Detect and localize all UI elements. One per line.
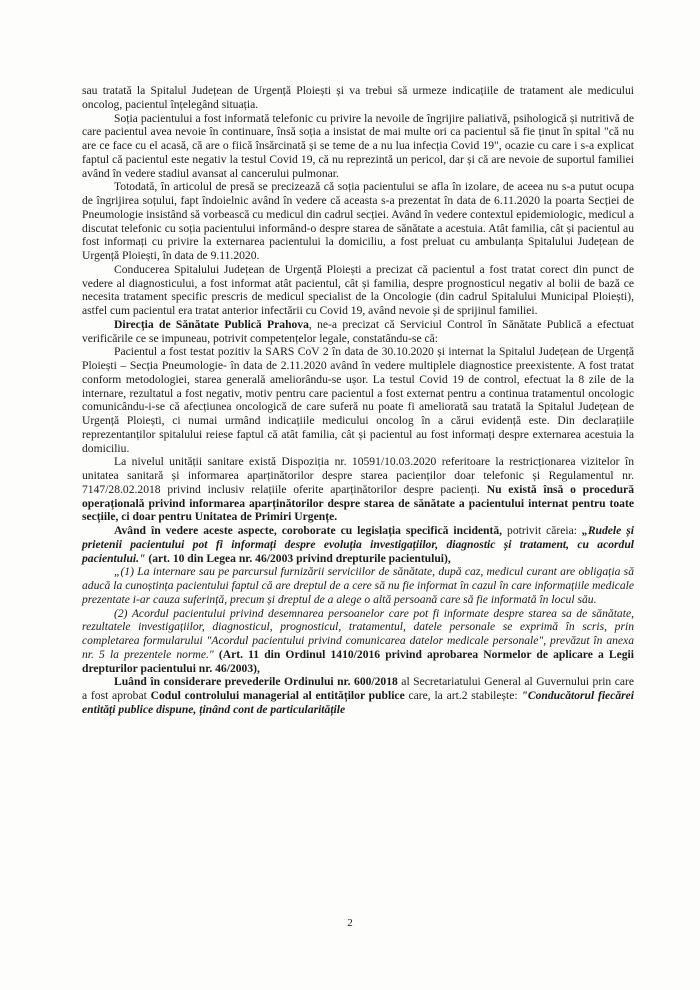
paragraph-10-italic: (2) Acordul pacientului privind desemnarea persoanelor care pot fi informate despre starea sa de sănătate, rezultatele investigațiilor, diagnosticul, prognosticul, tratamentul, datele personale se exprimă în scris, prin completarea formularului "Acordul pacientului privind comunicarea datelor medicale personale", prevăzut în anexa nr. 5 la prezentele norme." bbox=[82, 606, 634, 661]
paragraph-6: Pacientul a fost testat pozitiv la SARS CoV 2 în data de 30.10.2020 și internat la Spitalul Județean de Urgență Ploiești – Secția Pneumologie- în data de 2.11.2020 având în vedere multiplele diagnostice preexistente. A fost tratat conform metodologiei, starea generală ameliorându-se ușor. La testul Covid 19 de control, efectuat la 8 zile de la internare, rezultatul a fost negativ, motiv pentru care pacientul a fost externat pentru a continua tratamentul oncologic comunicându-i-se că afecțiunea oncologică de care suferă nu poate fi ameliorată sau tratată la Spitalul Județean de Urgență Ploiești, ci numai urmând indicațiile medicului oncolog în a cărui evidență este. Din declarațiile reprezentanților spitalului reiese faptul că atât familia, cât și pacientul au fost informați despre externarea acestuia la domiciliu. bbox=[82, 345, 634, 455]
paragraph-4: Conducerea Spitalului Județean de Urgență Ploiești a precizat că pacientul a fost tratat corect din punct de vedere al diagnosticului, a fost informat atât pacientul, cât și familia, despre prognosticul negativ al bolii de bază ce necesita tratament specific prescris de medicul specialist de la Oncologie (din cadrul Spitalului Municipal Ploiești), astfel cum pacientul era tratat anterior infectării cu Covid 19, având nevoie și de sprijinul familiei. bbox=[82, 262, 634, 317]
paragraph-11 bbox=[82, 675, 634, 716]
law-citation-art11: (Art. 11 din Ordinul 1410/2016 privind aprobarea Normelor de aplicare a Legii drepturilor pacientului nr. 46/2003), bbox=[82, 647, 634, 675]
paragraph-11-text-1: al Secretariatului General al Guvernului prin care a fost aprobat bbox=[82, 675, 634, 702]
paragraph-8-mid: potrivit căreia: bbox=[502, 524, 583, 537]
paragraph-11-bold-2: Codul controlului managerial al entităților publice bbox=[150, 689, 405, 702]
paragraph-5-text: , ne-a precizat că Serviciul Control în Sănătate Publică a efectuat verificările ce se impuneau, potrivit competențelor legale, constatându-se că: bbox=[82, 317, 634, 345]
paragraph-1: sau tratată la Spitalul Județean de Urgență Ploiești și va trebui să urmeze indicațiile de tratament ale medicului oncolog, pacientul înțelegând situația. bbox=[82, 84, 634, 111]
law-quote-art10: „Rudele și prietenii pacientului pot fi informați despre evoluția investigațiilor, diagnostic și tratament, cu acordul pacientului." bbox=[82, 524, 635, 565]
paragraph-2: Soția pacientului a fost informată telefonic cu privire la nevoile de îngrijire paliativă, psihologică și nutritivă de care pacientul avea nevoie în continuare, însă soția a insistat de mai multe ori ca pacientul să fie ținut în spital "că nu are ce face cu el acasă, că are o fiică însărcinată și se teme de a nu lua infecția Covid 19", ocazie cu care i s-a explicat faptul că pacientul este negativ la testul Covid 19, că nu reprezintă un pericol, dar și că are nevoie de suportul familiei având în vedere stadiul avansat al cancerului pulmonar. bbox=[82, 111, 634, 180]
paragraph-7-text: La nivelul unității sanitare există Dispoziția nr. 10591/10.03.2020 referitoare la restricționarea vizitelor în unitatea sanitară și informarea aparținătorilor despre starea pacienților doar telefonic și Regulamentul nr. 7147/28.02.2018 privind inclusiv relațiile oferite aparținătorilor despre pacienți. bbox=[82, 455, 634, 496]
paragraph-11-bold-1: Luând în considerare prevederile Ordinului nr. 600/2018 bbox=[114, 675, 398, 689]
paragraph-8-bold: Având în vedere aceste aspecte, coroborate cu legislația specifică incidentă, bbox=[114, 524, 503, 537]
paragraph-8 bbox=[82, 524, 634, 565]
page-number: 2 bbox=[347, 917, 353, 929]
dsp-heading: Direcția de Sănătate Publică Prahova bbox=[114, 317, 309, 331]
paragraph-11-quote: "Conducătorul fiecărei entități publice dispune, ținând cont de particularitățile bbox=[82, 689, 635, 716]
law-citation-art10: (art. 10 din Legea nr. 46/2003 privind drepturile pacientului), bbox=[145, 551, 451, 565]
paragraph-5 bbox=[82, 318, 634, 346]
paragraph-3: Totodată, în articolul de presă se precizează că soția pacientului se afla în izolare, de aceea nu s-a putut ocupa de îngrijirea soțului, fapt îndoielnic având în vedere că aceasta s-a prezentat în data de 6.11.2020 la poarta Secției de Pneumologie insistând să vorbească cu medicul din cadrul secției. Având în vedere contextul epidemiologic, medicul a discutat telefonic cu soția pacientului informând-o despre starea de sănătate a acestuia. Atât familia, cât și pacientul au fost informați cu privire la externarea pacientului la domiciliu, a fost preluat cu ambulanța Spitalului Județean de Urgență Ploiești, în data de 9.11.2020. bbox=[82, 180, 634, 262]
paragraph-9: „(1) La internare sau pe parcursul furnizării serviciilor de sănătate, după caz, medicul curant are obligația să aducă la cunoștința pacientului faptul că are dreptul de a cere să nu fie informat în cazul în care informațiile medicale prezentate i-ar cauza suferință, precum și dreptul de a alege o altă persoană care să fie informată în locul său. bbox=[82, 565, 634, 606]
paragraph-7-bold: Nu există însă o procedură operațională privind informarea aparținătorilor despre starea de sănătate a pacientului internat pentru toate secțiile, ci doar pentru Unitatea de Primiri Urgențe. bbox=[82, 482, 634, 524]
paragraph-10 bbox=[82, 607, 634, 676]
paragraph-7 bbox=[82, 455, 634, 524]
paragraph-11-text-2: care, la art.2 stabilește: bbox=[404, 689, 522, 702]
